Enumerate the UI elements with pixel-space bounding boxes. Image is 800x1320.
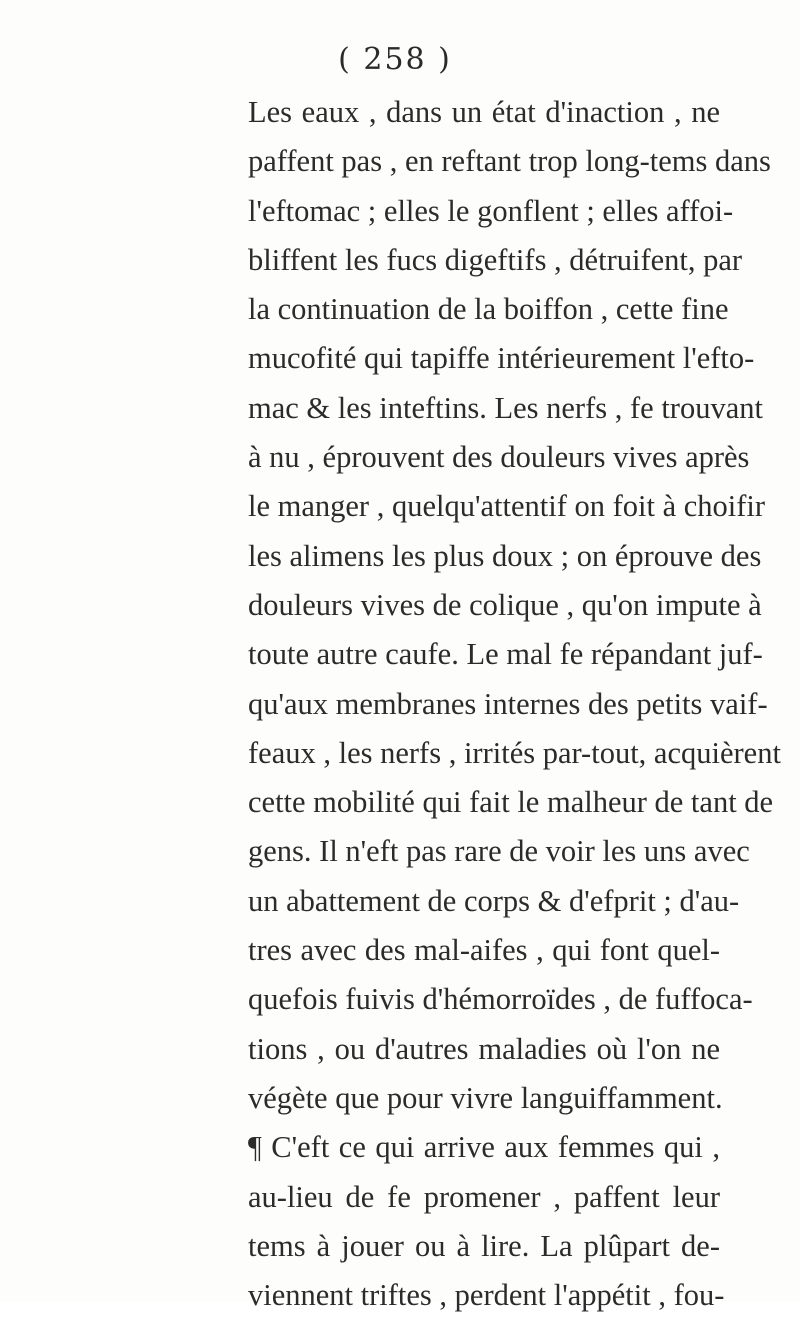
text-line: tres avec des mal-aifes , qui font quel- bbox=[248, 933, 720, 968]
text-line: cette mobilité qui fait le malheur de tant de bbox=[248, 785, 774, 820]
text-line: le manger , quelqu'attentif on foit à choifir bbox=[248, 489, 766, 524]
text-line: à nu , éprouvent des douleurs vives après bbox=[248, 440, 750, 475]
text-line: végète que pour vivre languiffamment. bbox=[248, 1080, 723, 1115]
text-line: Les eaux , dans un état d'inaction , ne bbox=[248, 95, 720, 129]
text-line: gens. Il n'eft pas rare de voir les uns avec bbox=[248, 834, 750, 869]
body-text bbox=[248, 88, 781, 1320]
page-number: ( 258 ) bbox=[338, 42, 452, 77]
text-line: mac & les inteftins. Les nerfs , fe trouvant bbox=[248, 390, 763, 425]
text-line: toute autre caufe. Le mal fe répandant juf- bbox=[248, 637, 763, 672]
text-line: ¶ C'eft ce qui arrive aux femmes qui , bbox=[248, 1130, 720, 1165]
text-line: quefois fuivis d'hémorroïdes , de fuffoca- bbox=[248, 982, 753, 1017]
text-line: l'eftomac ; elles le gonflent ; elles affoi- bbox=[248, 193, 734, 228]
text-line: un abattement de corps & d'efprit ; d'au- bbox=[248, 883, 740, 918]
text-line: feaux , les nerfs , irrités par-tout, acquièrent bbox=[248, 735, 781, 770]
text-line: douleurs vives de colique , qu'on impute à bbox=[248, 587, 762, 622]
text-line: tems à jouer ou à lire. La plûpart de- bbox=[248, 1228, 720, 1263]
text-line: les alimens les plus doux ; on éprouve des bbox=[248, 538, 762, 573]
text-line: viennent triftes , perdent l'appétit , fou- bbox=[248, 1278, 725, 1313]
text-line: paffent pas , en reftant trop long-tems dans bbox=[248, 144, 771, 179]
text-line: mucofité qui tapiffe intérieurement l'efto- bbox=[248, 341, 755, 376]
text-line: bliffent les fucs digeftifs , détruifent, par bbox=[248, 242, 743, 277]
text-line: au-lieu de fe promener , paffent leur bbox=[248, 1179, 720, 1214]
text-line: la continuation de la boiffon , cette fine bbox=[248, 292, 729, 327]
text-line: tions , ou d'autres maladies où l'on ne bbox=[248, 1031, 720, 1066]
text-line: qu'aux membranes internes des petits vaif- bbox=[248, 686, 768, 721]
